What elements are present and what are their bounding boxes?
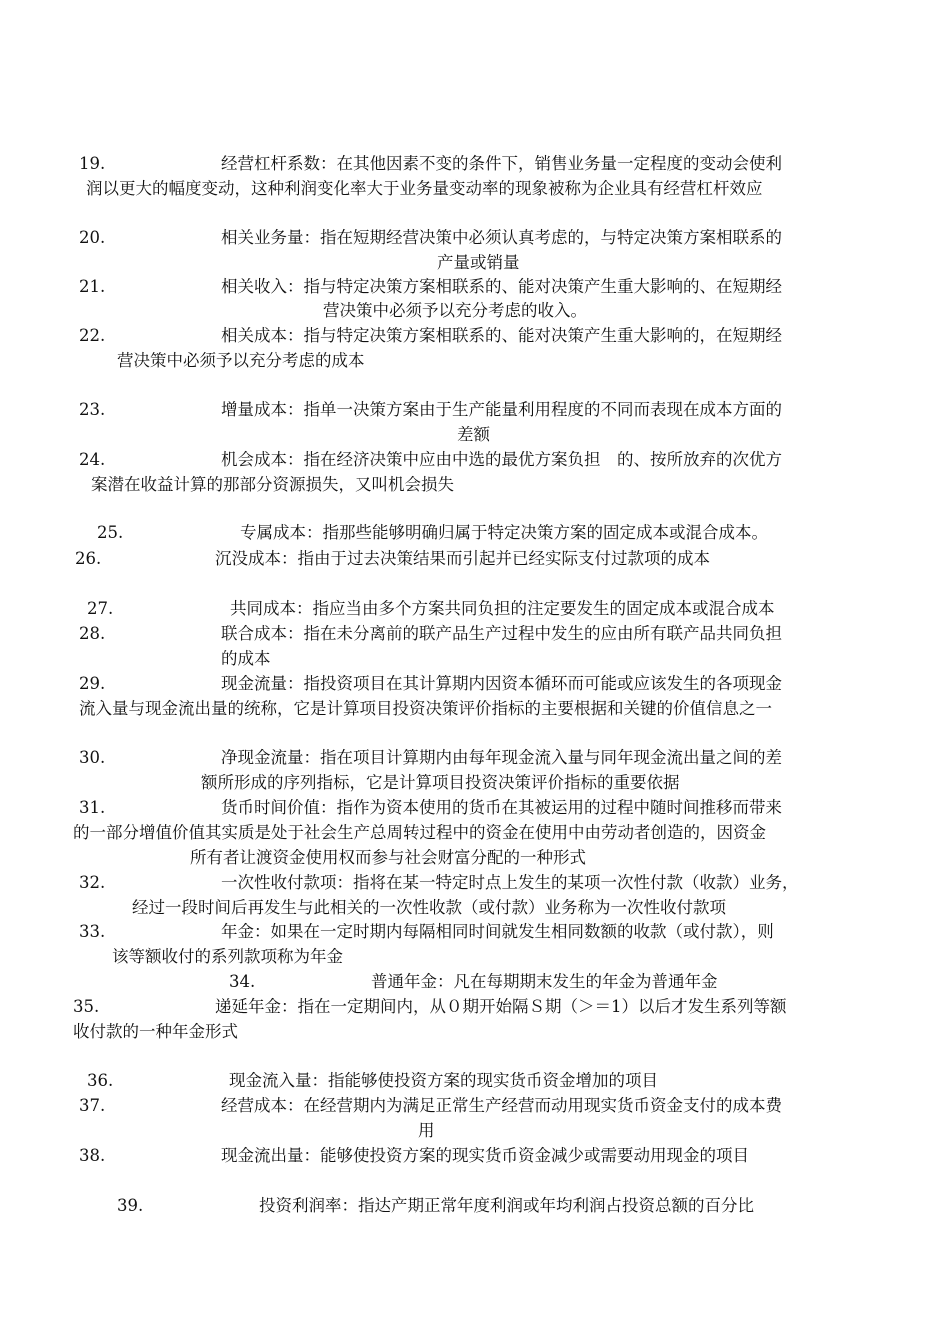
entry-number: 19. — [79, 154, 106, 173]
entry-number: 20. — [79, 228, 106, 247]
entry-number: 21. — [79, 277, 106, 296]
entry-number: 36. — [87, 1071, 114, 1090]
entry-line: 差额 — [457, 425, 490, 444]
entry-line: 现金流量：指投资项目在其计算期内因资本循环而可能或应该发生的各项现金 — [221, 674, 782, 693]
entry-number: 33. — [79, 922, 106, 941]
entry-number: 37. — [79, 1096, 106, 1115]
entry-number: 28. — [79, 624, 106, 643]
entry-line: 投资利润率：指达产期正常年度利润或年均利润占投资总额的百分比 — [259, 1196, 754, 1215]
entry-line: 年金：如果在一定时期内每隔相同时间就发生相同数额的收款（或付款），则 — [221, 922, 774, 941]
entry-line: 经营杠杆系数：在其他因素不变的条件下，销售业务量一定程度的变动会使利 — [221, 154, 782, 173]
entry-line: 经营成本：在经营期内为满足正常生产经营而动用现实货币资金支付的成本费 — [221, 1096, 782, 1115]
entry-number: 38. — [79, 1146, 106, 1165]
entry-line: 润以更大的幅度变动，这种利润变化率大于业务量变动率的现象被称为企业具有经营杠杆效应 — [86, 179, 763, 198]
entry-number: 34. — [229, 972, 256, 991]
entry-line: 沉没成本：指由于过去决策结果而引起并已经实际支付过款项的成本 — [215, 549, 710, 568]
entry-line: 相关成本：指与特定决策方案相联系的、能对决策产生重大影响的，在短期经 — [221, 326, 782, 345]
entry-number: 24. — [79, 450, 106, 469]
entry-line: 产量或销量 — [437, 253, 520, 272]
entry-number: 23. — [79, 400, 106, 419]
entry-line: 增量成本：指单一决策方案由于生产能量利用程度的不同而表现在成本方面的 — [221, 400, 782, 419]
entry-line: 现金流入量：指能够使投资方案的现实货币资金增加的项目 — [229, 1071, 658, 1090]
entry-line: 该等额收付的系列款项称为年金 — [112, 947, 343, 966]
entry-line: 案潜在收益计算的那部分资源损失，又叫机会损失 — [91, 475, 454, 494]
entry-line: 的一部分增值价值其实质是处于社会生产总周转过程中的资金在使用中由劳动者创造的，因资金 — [73, 823, 766, 842]
entry-line: 营决策中必须予以充分考虑的成本 — [117, 351, 365, 370]
entry-line: 流入量与现金流出量的统称，它是计算项目投资决策评价指标的主要根据和关键的价值信息之一 — [79, 699, 772, 718]
entry-line: 所有者让渡资金使用权而参与社会财富分配的一种形式 — [190, 848, 586, 867]
entry-number: 32. — [79, 873, 106, 892]
entry-line: 额所形成的序列指标，它是计算项目投资决策评价指标的重要依据 — [201, 773, 680, 792]
entry-line: 营决策中必须予以充分考虑的收入。 — [323, 301, 587, 320]
entry-line: 货币时间价值：指作为资本使用的货币在其被运用的过程中随时间推移而带来 — [221, 798, 782, 817]
entry-line: 相关业务量：指在短期经营决策中必须认真考虑的，与特定决策方案相联系的 — [221, 228, 782, 247]
entry-number: 39. — [117, 1196, 144, 1215]
entry-line: 经过一段时间后再发生与此相关的一次性收款（或付款）业务称为一次性收付款项 — [132, 898, 726, 917]
entry-line: 专属成本：指那些能够明确归属于特定决策方案的固定成本或混合成本。 — [240, 523, 768, 542]
entry-line: 机会成本：指在经济决策中应由中选的最优方案负担 的、按所放弃的次优方 — [221, 450, 782, 469]
entry-line: 联合成本：指在未分离前的联产品生产过程中发生的应由所有联产品共同负担 — [221, 624, 782, 643]
entry-line: 收付款的一种年金形式 — [73, 1022, 238, 1041]
entry-line: 用 — [418, 1121, 435, 1140]
entry-line: 现金流出量：能够使投资方案的现实货币资金减少或需要动用现金的项目 — [221, 1146, 749, 1165]
entry-number: 29. — [79, 674, 106, 693]
entry-line: 相关收入：指与特定决策方案相联系的、能对决策产生重大影响的、在短期经 — [221, 277, 782, 296]
entry-number: 22. — [79, 326, 106, 345]
entry-number: 27. — [87, 599, 114, 618]
entry-number: 35. — [73, 997, 100, 1016]
entry-number: 26. — [75, 549, 102, 568]
entry-line: 共同成本：指应当由多个方案共同负担的注定要发生的固定成本或混合成本 — [230, 599, 775, 618]
entry-number: 30. — [79, 748, 106, 767]
entry-number: 31. — [79, 798, 106, 817]
entry-line: 的成本 — [221, 649, 271, 668]
entry-line: 一次性收付款项：指将在某一特定时点上发生的某项一次性付款（收款）业务， — [221, 873, 799, 892]
entry-line: 净现金流量：指在项目计算期内由每年现金流入量与同年现金流出量之间的差 — [221, 748, 782, 767]
entry-number: 25. — [97, 523, 124, 542]
entry-line: 普通年金：凡在每期期末发生的年金为普通年金 — [371, 972, 718, 991]
entry-line: 递延年金：指在一定期间内，从０期开始隔Ｓ期（＞＝1）以后才发生系列等额 — [215, 997, 787, 1016]
